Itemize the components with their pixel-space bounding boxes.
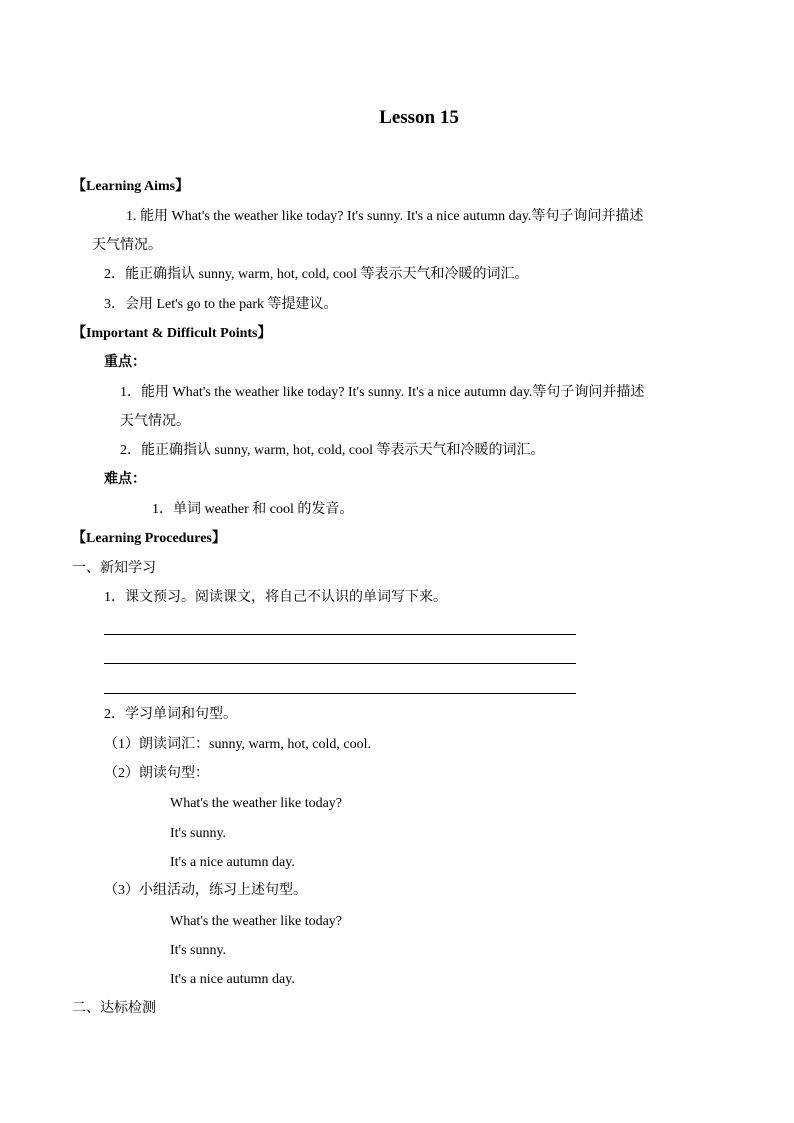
aim-1-line-2: 天气情况。 <box>92 238 162 253</box>
sub-step-2: （2）朗读句型： <box>104 766 209 781</box>
answer-line-2 <box>104 663 576 664</box>
section-2-heading: 二、达标检测 <box>72 1001 156 1016</box>
page-title: Lesson 15 <box>379 107 459 128</box>
sub-step-1: （1）朗读词汇：sunny, warm, hot, cold, cool. <box>104 737 372 752</box>
points-heading: 【Important & Difficult Points】 <box>72 326 272 341</box>
answer-line-1 <box>104 634 576 635</box>
sentence-2: It's sunny. <box>170 826 227 841</box>
important-1-line-1: 1．能用 What's the weather like today? It's sunny. It's a nice autumn day.等句子询问并描述 <box>120 385 645 400</box>
difficult-1: 1．单词 weather 和 cool 的发音。 <box>152 502 354 517</box>
aim-2: 2．能正确指认 sunny, warm, hot, cold, cool 等表示天气和冷暖的词汇。 <box>104 267 529 282</box>
important-2: 2．能正确指认 sunny, warm, hot, cold, cool 等表示天气和冷暖的词汇。 <box>120 443 545 458</box>
sentence-3: It's a nice autumn day. <box>170 855 295 870</box>
important-label: 重点： <box>104 355 146 370</box>
sentence-5: It's sunny. <box>170 943 227 958</box>
sentence-4: What's the weather like today? <box>170 914 343 929</box>
difficult-label: 难点： <box>104 472 146 487</box>
aim-1-line-1: 1. 能用 What's the weather like today? It's sunny. It's a nice autumn day.等句子询问并描述 <box>126 209 644 224</box>
step-2: 2．学习单词和句型。 <box>104 707 237 722</box>
learning-aims-heading: 【Learning Aims】 <box>72 179 190 194</box>
answer-line-3 <box>104 693 576 694</box>
aim-3: 3．会用 Let's go to the park 等提建议。 <box>104 297 338 312</box>
sentence-1: What's the weather like today? <box>170 796 343 811</box>
important-1-line-2: 天气情况。 <box>120 414 190 429</box>
sentence-6: It's a nice autumn day. <box>170 972 295 987</box>
procedures-heading: 【Learning Procedures】 <box>72 531 226 546</box>
section-1-heading: 一、新知学习 <box>72 561 156 576</box>
step-1: 1．课文预习。阅读课文，将自己不认识的单词写下来。 <box>104 590 447 605</box>
sub-step-3: （3）小组活动，练习上述句型。 <box>104 883 307 898</box>
